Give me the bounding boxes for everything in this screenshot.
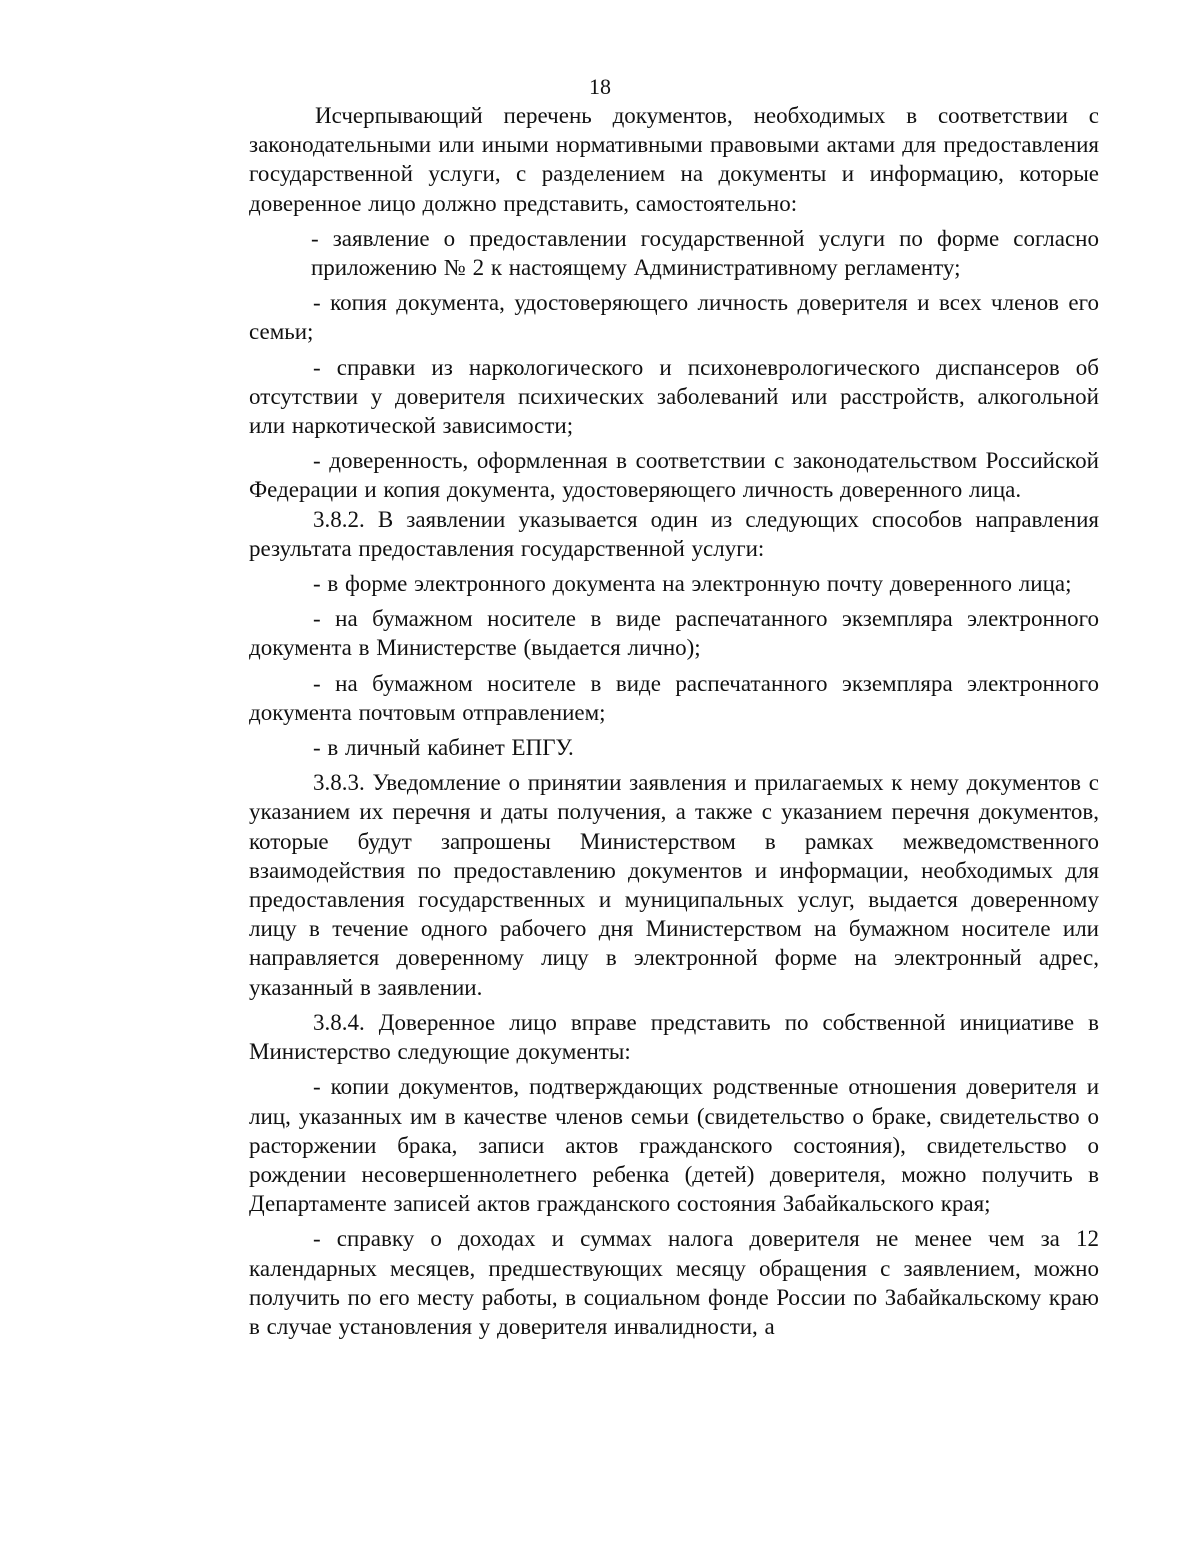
document-body: [249, 101, 1099, 1341]
list-item-income-certificate: - справку о доходах и суммах налога доверителя не менее чем за 12 календарных месяцев, предшествующих месяцу обращения с заявлением, можно получить по его месту работы, в социальном фонде России по Забайкальскому краю в случае установления у доверителя инвалидности, а: [249, 1226, 1099, 1339]
paragraph-3-8-3: 3.8.3. Уведомление о принятии заявления и прилагаемых к нему документов с указанием их перечня и даты получения, а также с указанием перечня документов, которые будут запрошены Министерством в рамках межведомственного взаимодействия по предоставлению документов и информации, необходимых для предоставления государственных и муниципальных услуг, выдается доверенному лицу в течение одного рабочего дня Министерством на бумажном носителе или направляется доверенному лицу в электронной форме на электронный адрес, указанный в заявлении.: [249, 770, 1099, 1000]
page-number: 18: [589, 74, 611, 99]
list-item-paper-in-person: - на бумажном носителе в виде распечатанного экземпляра электронного документа в Министерстве (выдается лично);: [249, 606, 1099, 661]
paragraph-exhaustive-list-intro: Исчерпывающий перечень документов, необходимых в соответствии с законодательными или иными нормативными правовыми актами для предоставления государственной услуги, с разделением на документы и информацию, которые доверенное лицо должно представить, самостоятельно:: [249, 103, 1099, 216]
paragraph-3-8-4: 3.8.4. Доверенное лицо вправе представить по собственной инициативе в Министерство следующие документы:: [249, 1009, 1099, 1065]
list-item-paper-by-post: - на бумажном носителе в виде распечатанного экземпляра электронного документа почтовым отправлением;: [249, 670, 1099, 725]
list-item-power-of-attorney: - доверенность, оформленная в соответствии с законодательством Российской Федерации и копия документа, удостоверяющего личность доверенного лица.: [249, 448, 1099, 503]
list-item-kinship-documents: - копии документов, подтверждающих родственные отношения доверителя и лиц, указанных им в качестве членов семьи (свидетельство о браке, свидетельство о расторжении брака, записи актов гражданского состояния), свидетельство о рождении несовершеннолетнего ребенка (детей) доверителя, можно получить в Департаменте записей актов гражданского состояния Забайкальского края;: [249, 1074, 1099, 1217]
list-item-electronic-email: - в форме электронного документа на электронную почту доверенного лица;: [313, 571, 1072, 597]
list-item-identity-copy: - копия документа, удостоверяющего личность доверителя и всех членов его семьи;: [249, 290, 1099, 345]
list-item-application: - заявление о предоставлении государственной услуги по форме согласно приложению № 2 к настоящему Административному регламенту;: [311, 225, 1099, 281]
paragraph-3-8-2: 3.8.2. В заявлении указывается один из следующих способов направления результата предоставления государственной услуги:: [249, 506, 1099, 561]
list-item-medical-certificates: - справки из наркологического и психоневрологического диспансеров об отсутствии у доверителя психических заболеваний или расстройств, алкогольной или наркотической зависимости;: [249, 354, 1099, 439]
list-item-epgu-cabinet: - в личный кабинет ЕПГУ.: [313, 735, 574, 761]
